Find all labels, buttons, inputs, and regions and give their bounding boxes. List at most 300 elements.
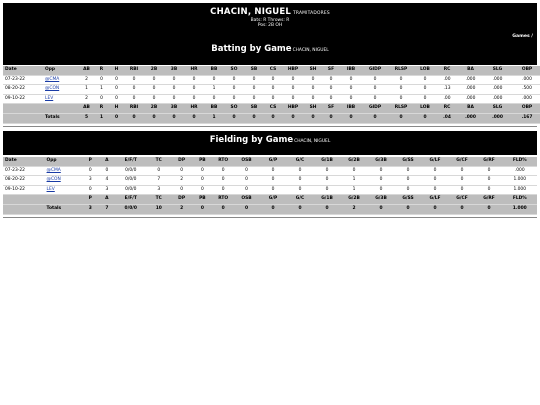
nav-separator: / xyxy=(351,150,357,155)
stat-cell: 0 xyxy=(476,185,503,195)
stat-cell: 1 xyxy=(79,85,94,95)
stat-cell: 0 xyxy=(264,75,282,85)
totals-label: Totals xyxy=(45,204,82,214)
total-cell: 3 xyxy=(82,204,99,214)
player-team: TRAMITADORES xyxy=(292,11,330,16)
column-header: G/RF xyxy=(476,195,503,205)
stat-cell: 2 xyxy=(79,75,94,85)
stat-cell: 0 xyxy=(422,176,449,186)
stat-cell: 0 xyxy=(395,166,422,176)
column-header: BA xyxy=(458,104,483,114)
batting-title: Batting by Game xyxy=(211,44,292,54)
stat-cell: 0 xyxy=(287,176,314,186)
column-header[interactable]: Opp xyxy=(45,157,82,166)
total-cell: 0 xyxy=(314,204,341,214)
stat-cell: 0 xyxy=(224,75,244,85)
game-date: 07-23-22 xyxy=(3,166,45,176)
total-cell: 0 xyxy=(224,113,244,123)
stat-cell: 0 xyxy=(224,94,244,104)
column-header[interactable]: TC xyxy=(146,157,171,166)
stat-cell: 0 xyxy=(204,94,224,104)
total-cell: 0 xyxy=(260,204,287,214)
nav-separator: / xyxy=(424,57,429,62)
stat-cell: 7 xyxy=(146,176,171,186)
table-row xyxy=(3,185,537,195)
stat-cell: 0 xyxy=(414,85,436,95)
column-header: BB xyxy=(204,104,224,114)
table-row xyxy=(3,94,540,104)
stat-cell: 0 xyxy=(234,176,260,186)
stat-cell: .000 xyxy=(458,85,483,95)
stat-cell: 0 xyxy=(244,85,264,95)
stat-cell: 2 xyxy=(79,94,94,104)
repeat-header-row xyxy=(3,104,540,114)
column-header[interactable]: E/F/T xyxy=(115,157,146,166)
stat-cell: 0 xyxy=(322,94,340,104)
game-date: 09-10-22 xyxy=(3,94,43,104)
stat-cell: .000 xyxy=(483,75,512,85)
column-header[interactable]: G/SS xyxy=(395,157,422,166)
column-header[interactable]: Date xyxy=(3,157,45,166)
total-cell: 0 xyxy=(395,204,422,214)
stat-cell: 0 xyxy=(124,94,144,104)
nav-link[interactable]: Pitching xyxy=(379,57,400,62)
stat-cell: 0 xyxy=(213,176,234,186)
stat-cell: 0 xyxy=(124,75,144,85)
column-header: R xyxy=(94,104,109,114)
stat-cell: 0 xyxy=(414,75,436,85)
column-header[interactable]: G/LF xyxy=(422,157,449,166)
stat-cell: 0 xyxy=(109,75,124,85)
column-header: E/F/T xyxy=(115,195,146,205)
stat-cell: 1.000 xyxy=(503,176,538,186)
column-header: RC xyxy=(436,104,458,114)
column-header[interactable]: SO xyxy=(224,66,244,75)
nav-link[interactable]: TORNEO NEURO POLANCO xyxy=(472,150,537,155)
column-header: G/SS xyxy=(395,195,422,205)
stat-cell: 0 xyxy=(314,185,341,195)
stat-cell: 0 xyxy=(304,94,322,104)
nav-link[interactable]: Pitching xyxy=(379,150,400,155)
column-header[interactable]: BA xyxy=(458,66,483,75)
fielding-title: Fielding by Game xyxy=(209,135,294,145)
fielding-section-title xyxy=(3,135,537,145)
stat-cell: 0 xyxy=(282,94,304,104)
stat-cell: 1 xyxy=(94,85,109,95)
stat-cell: 0 xyxy=(144,75,164,85)
total-cell: 0/0/0 xyxy=(115,204,146,214)
column-header: P xyxy=(82,195,99,205)
stat-cell: 4 xyxy=(99,176,116,186)
nav-separator: / xyxy=(424,150,429,155)
total-cell: 0 xyxy=(449,204,476,214)
stat-cell: 0 xyxy=(395,176,422,186)
stat-cell: 0 xyxy=(164,75,184,85)
stat-cell: 0 xyxy=(260,185,287,195)
column-header: FLD% xyxy=(503,195,538,205)
fielding-subtitle: CHACIN, NIGUEL xyxy=(294,139,331,144)
stat-cell: 0 xyxy=(362,94,388,104)
column-header[interactable]: HR xyxy=(184,66,204,75)
stat-cell: 0 xyxy=(388,75,414,85)
stat-cell: 0 xyxy=(304,75,322,85)
column-header: 2B xyxy=(144,104,164,114)
stat-cell: 0 xyxy=(340,85,362,95)
stat-cell: 0 xyxy=(192,176,213,186)
stat-cell: 0 xyxy=(476,166,503,176)
stat-cell: 0/0/0 xyxy=(115,176,146,186)
games-link[interactable]: Games / xyxy=(512,34,533,39)
column-header[interactable]: SF xyxy=(322,66,340,75)
stat-cell: 0 xyxy=(192,166,213,176)
stat-cell: 0 xyxy=(184,75,204,85)
opponent-link[interactable]: @CON xyxy=(43,85,79,95)
total-cell: 0 xyxy=(124,113,144,123)
nav-link[interactable]: Leaders xyxy=(332,57,352,62)
stat-cell: 0 xyxy=(322,85,340,95)
divider xyxy=(3,217,537,218)
column-header[interactable]: 3B xyxy=(164,66,184,75)
column-header[interactable]: A xyxy=(99,157,116,166)
stat-cell: .000 xyxy=(458,94,483,104)
stat-cell: 0 xyxy=(171,185,192,195)
fielding-nav xyxy=(332,150,537,155)
nav-separator: / xyxy=(399,57,405,62)
stat-cell: 0 xyxy=(94,75,109,85)
total-cell: 0 xyxy=(422,204,449,214)
column-header[interactable]: G/2B xyxy=(341,157,368,166)
totals-row xyxy=(3,113,540,123)
stat-cell: 1.000 xyxy=(503,185,538,195)
column-header: SF xyxy=(322,104,340,114)
stat-cell: 0 xyxy=(476,176,503,186)
column-header: G/CF xyxy=(449,195,476,205)
stat-cell: 0 xyxy=(314,166,341,176)
column-header: SH xyxy=(304,104,322,114)
stat-cell: 0 xyxy=(213,166,234,176)
column-header[interactable]: OBP xyxy=(512,66,540,75)
total-cell: 0 xyxy=(414,113,436,123)
column-header: OBP xyxy=(512,104,540,114)
column-header[interactable]: LOB xyxy=(414,66,436,75)
stat-cell: 0 xyxy=(422,166,449,176)
total-cell: 5 xyxy=(79,113,94,123)
column-header[interactable]: Date xyxy=(3,66,43,75)
total-cell: 1.000 xyxy=(503,204,538,214)
total-cell xyxy=(3,204,45,214)
stat-cell: 0 xyxy=(164,94,184,104)
column-header: PB xyxy=(192,195,213,205)
column-header[interactable]: PB xyxy=(192,157,213,166)
fielding-header-row xyxy=(3,157,537,166)
column-header[interactable]: OSB xyxy=(234,157,260,166)
table-row xyxy=(3,176,537,186)
totals-row xyxy=(3,204,537,214)
column-header[interactable]: G/1B xyxy=(314,157,341,166)
stat-cell: .500 xyxy=(512,85,540,95)
totals-label: Totals xyxy=(43,113,79,123)
stat-cell: 0/0/0 xyxy=(115,185,146,195)
total-cell: 0 xyxy=(109,113,124,123)
column-header[interactable]: RLSP xyxy=(388,66,414,75)
column-header: TC xyxy=(146,195,171,205)
column-header[interactable]: CS xyxy=(264,66,282,75)
table-row xyxy=(3,166,537,176)
column-header xyxy=(3,195,45,205)
total-cell: 0 xyxy=(264,113,282,123)
column-header[interactable]: BB xyxy=(204,66,224,75)
stat-cell: 0 xyxy=(449,185,476,195)
stat-cell: .00 xyxy=(436,75,458,85)
stat-cell: 0 xyxy=(282,75,304,85)
total-cell xyxy=(3,113,43,123)
stat-cell: 0 xyxy=(260,166,287,176)
nav-link[interactable]: Batting xyxy=(356,57,375,62)
page-header xyxy=(3,3,537,65)
stat-cell: 0 xyxy=(314,176,341,186)
stat-cell: 2 xyxy=(171,176,192,186)
stat-cell: 0 xyxy=(213,185,234,195)
column-header[interactable]: IBB xyxy=(340,66,362,75)
stat-cell: 0 xyxy=(388,94,414,104)
stat-cell: 0 xyxy=(109,85,124,95)
column-header[interactable]: RBI xyxy=(124,66,144,75)
stat-cell: 0 xyxy=(341,166,368,176)
total-cell: 0 xyxy=(234,204,260,214)
stat-cell: 0 xyxy=(171,166,192,176)
nav-link[interactable]: Batting xyxy=(356,150,375,155)
column-header[interactable]: G/C xyxy=(287,157,314,166)
stat-cell: 0 xyxy=(164,85,184,95)
game-date: 07-23-22 xyxy=(3,75,43,85)
bats-throws: Bats: R Throws: R xyxy=(250,18,290,23)
total-cell: 0 xyxy=(213,204,234,214)
total-cell: 1 xyxy=(94,113,109,123)
column-header xyxy=(45,195,82,205)
column-header: SB xyxy=(244,104,264,114)
player-title xyxy=(3,7,537,17)
stat-cell: 0 xyxy=(287,185,314,195)
batting-subtitle: CHACIN, NIGUEL xyxy=(292,48,329,53)
stat-cell: 0 xyxy=(395,185,422,195)
nav-separator: / xyxy=(467,57,473,62)
nav-link[interactable]: TORNEO NEURO POLANCO xyxy=(472,57,537,62)
stat-cell: 0 xyxy=(244,94,264,104)
total-cell: 2 xyxy=(341,204,368,214)
stat-cell: 0 xyxy=(264,85,282,95)
column-header: SO xyxy=(224,104,244,114)
stat-cell: 0 xyxy=(99,166,116,176)
column-header[interactable]: AB xyxy=(79,66,94,75)
stat-cell: 0 xyxy=(94,94,109,104)
stat-cell: .00 xyxy=(436,94,458,104)
total-cell: 0 xyxy=(304,113,322,123)
total-cell: 0 xyxy=(368,204,395,214)
stat-cell: 0 xyxy=(244,75,264,85)
repeat-header-row xyxy=(3,195,537,205)
stat-cell: 3 xyxy=(99,185,116,195)
stat-cell: .000 xyxy=(512,94,540,104)
total-cell: 0 xyxy=(388,113,414,123)
stat-cell: 0 xyxy=(368,176,395,186)
column-header[interactable]: SLG xyxy=(483,66,512,75)
stat-cell: 0 xyxy=(192,185,213,195)
stat-cell: 0 xyxy=(234,166,260,176)
total-cell: 0 xyxy=(164,113,184,123)
column-header: 3B xyxy=(164,104,184,114)
stat-cell: 0 xyxy=(340,94,362,104)
column-header[interactable]: 2B xyxy=(144,66,164,75)
stat-cell: 0 xyxy=(368,166,395,176)
column-header: G/1B xyxy=(314,195,341,205)
batting-header-row xyxy=(3,66,540,75)
total-cell: 0 xyxy=(192,204,213,214)
total-cell: 0 xyxy=(476,204,503,214)
nav-separator: / xyxy=(399,150,405,155)
stat-cell: 0 xyxy=(109,94,124,104)
stat-cell: .000 xyxy=(483,85,512,95)
stat-cell: 0 xyxy=(368,185,395,195)
total-cell: 1 xyxy=(204,113,224,123)
stat-cell: .000 xyxy=(512,75,540,85)
total-cell: 0 xyxy=(287,204,314,214)
total-cell: .000 xyxy=(458,113,483,123)
column-header: OSB xyxy=(234,195,260,205)
column-header[interactable]: Opp xyxy=(43,66,79,75)
total-cell: 0 xyxy=(144,113,164,123)
stat-cell: 0 xyxy=(388,85,414,95)
nav-link[interactable]: Fielding xyxy=(404,57,425,62)
stat-cell: 0 xyxy=(124,85,144,95)
total-cell: 0 xyxy=(362,113,388,123)
total-cell: .167 xyxy=(512,113,540,123)
total-cell: .04 xyxy=(436,113,458,123)
nav-separator: / xyxy=(467,150,473,155)
stat-cell: 0 xyxy=(204,75,224,85)
stat-cell: 3 xyxy=(82,176,99,186)
stat-cell: 0 xyxy=(260,176,287,186)
total-cell: 0 xyxy=(184,113,204,123)
stat-cell: 0 xyxy=(287,166,314,176)
column-header[interactable]: FLD% xyxy=(503,157,538,166)
nav-separator: / xyxy=(351,57,357,62)
batting-table xyxy=(3,66,540,124)
column-header: H xyxy=(109,104,124,114)
stat-cell: .000 xyxy=(458,75,483,85)
stat-cell: 0 xyxy=(184,94,204,104)
player-position: Pos: 2B OH xyxy=(257,23,283,28)
column-header: G/LF xyxy=(422,195,449,205)
column-header xyxy=(43,104,79,114)
stat-cell: 0 xyxy=(422,185,449,195)
player-name: CHACIN, NIGUEL xyxy=(210,7,291,17)
column-header[interactable]: SB xyxy=(244,66,264,75)
column-header: HR xyxy=(184,104,204,114)
stat-cell: 0 xyxy=(82,166,99,176)
column-header: RBI xyxy=(124,104,144,114)
column-header: A xyxy=(99,195,116,205)
game-date: 08-20-22 xyxy=(3,176,45,186)
nav-link[interactable]: Fielding xyxy=(404,150,425,155)
nav-link[interactable]: TRAMITADORES xyxy=(428,150,468,155)
column-header[interactable]: G/CF xyxy=(449,157,476,166)
stat-cell: 0 xyxy=(144,94,164,104)
opponent-link[interactable]: @CON xyxy=(45,176,82,186)
column-header: AB xyxy=(79,104,94,114)
stat-cell: 0 xyxy=(362,75,388,85)
column-header[interactable]: RTO xyxy=(213,157,234,166)
column-header[interactable]: SH xyxy=(304,66,322,75)
column-header[interactable]: R xyxy=(94,66,109,75)
opponent-link[interactable]: @CMA xyxy=(43,75,79,85)
column-header[interactable]: H xyxy=(109,66,124,75)
total-cell: 0 xyxy=(282,113,304,123)
total-cell: 10 xyxy=(146,204,171,214)
total-cell: 0 xyxy=(244,113,264,123)
stat-cell: 0 xyxy=(264,94,282,104)
column-header[interactable]: GIDP xyxy=(362,66,388,75)
nav-link[interactable]: TRAMITADORES xyxy=(428,57,468,62)
stat-cell: .000 xyxy=(503,166,538,176)
opponent-link[interactable]: LEV xyxy=(45,185,82,195)
stat-cell: 0 xyxy=(340,75,362,85)
total-cell: 7 xyxy=(99,204,116,214)
opponent-link[interactable]: @CMA xyxy=(45,166,82,176)
stat-cell: 0 xyxy=(449,166,476,176)
stat-cell: 0 xyxy=(304,85,322,95)
column-header: SLG xyxy=(483,104,512,114)
fielding-table xyxy=(3,157,537,215)
nav-separator: / xyxy=(374,150,380,155)
column-header: HBP xyxy=(282,104,304,114)
table-row xyxy=(3,75,540,85)
column-header: RLSP xyxy=(388,104,414,114)
column-header[interactable]: HBP xyxy=(282,66,304,75)
stat-cell: 0 xyxy=(282,85,304,95)
table-row xyxy=(3,85,540,95)
stat-cell: 0/0/0 xyxy=(115,166,146,176)
column-header: GIDP xyxy=(362,104,388,114)
nav-separator: / xyxy=(374,57,380,62)
stat-cell: 1 xyxy=(204,85,224,95)
column-header: G/C xyxy=(287,195,314,205)
batting-nav xyxy=(332,57,537,62)
total-cell: 2 xyxy=(171,204,192,214)
stat-cell: 0 xyxy=(184,85,204,95)
stat-cell: 0 xyxy=(234,185,260,195)
column-header: G/2B xyxy=(341,195,368,205)
stat-cell: 0 xyxy=(362,85,388,95)
game-date: 09-10-22 xyxy=(3,185,45,195)
column-header[interactable]: DP xyxy=(171,157,192,166)
column-header: LOB xyxy=(414,104,436,114)
stat-cell: 0 xyxy=(82,185,99,195)
nav-link[interactable]: Leaders xyxy=(332,150,352,155)
batting-section-title xyxy=(3,44,537,54)
column-header[interactable]: P xyxy=(82,157,99,166)
column-header[interactable]: G/P xyxy=(260,157,287,166)
opponent-link[interactable]: LEV xyxy=(43,94,79,104)
column-header: IBB xyxy=(340,104,362,114)
column-header: DP xyxy=(171,195,192,205)
column-header[interactable]: RC xyxy=(436,66,458,75)
stat-cell: 1 xyxy=(341,176,368,186)
stat-cell: 0 xyxy=(144,85,164,95)
total-cell: 0 xyxy=(340,113,362,123)
column-header[interactable]: G/3B xyxy=(368,157,395,166)
column-header[interactable]: G/RF xyxy=(476,157,503,166)
column-header: CS xyxy=(264,104,282,114)
